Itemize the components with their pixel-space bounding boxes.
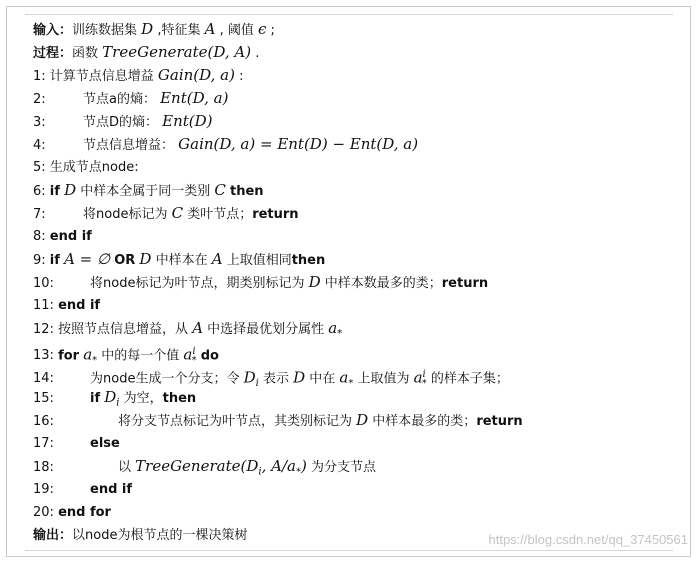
step-7: 7: 将node标记为 C 类叶节点；return [33, 204, 299, 222]
step-11: 11: end if [33, 298, 101, 313]
step-9: 9: if A = ∅ OR D 中样本在 A 上取值相同then [33, 250, 326, 268]
step-12: 12: 按照节点信息增益，从 A 中选择最优划分属性 $a_*$ [33, 319, 343, 340]
bottom-rule [25, 550, 673, 551]
step-8: 8: end if [33, 229, 92, 244]
watermark: https://blog.csdn.net/qq_37450561 [488, 532, 688, 547]
step-5: 5: 生成节点node: [33, 160, 139, 175]
step-1: 1: 计算节点信息增益 Gain(D, a) : [33, 66, 244, 84]
step-6: 6: if D 中样本全属于同一类别 C then [33, 181, 264, 199]
process-line: 过程：函数 TreeGenerate(D, A) . [33, 43, 260, 61]
step-14: 14: 为node生成一个分支；令 $D_i$ 表示 D 中在 $a_*$ 上取值为 $a^i_*$ 的样本子集； [33, 368, 509, 389]
step-18: 18: 以 $TreeGenerate(D_i$, $A/a_*$) 为分支节点 [33, 457, 376, 478]
step-4: 4: 节点信息增益： Gain(D, a) = Ent(D) − Ent(D, a) [33, 135, 419, 153]
step-15: 15: if $D_i$ 为空，then [33, 388, 197, 409]
input-line: 输入：训练数据集 D ,特征集 A , 阈值 ϵ ; [33, 20, 275, 38]
step-13: 13: for $a_*$ 中的每一个值 $a^i_*$ do [33, 345, 219, 366]
step-2: 2: 节点a的熵： Ent(D, a) [33, 89, 229, 107]
step-3: 3: 节点D的熵： Ent(D) [33, 112, 213, 130]
step-19: 19: end if [33, 482, 133, 497]
step-20: 20: end for [33, 505, 111, 520]
step-10: 10: 将node标记为叶节点，期类别标记为 D 中样本数最多的类；return [33, 273, 489, 291]
output-line: 输出：以node为根节点的一棵决策树 [33, 528, 248, 543]
top-rule [25, 14, 673, 15]
step-17: 17: else [33, 436, 120, 451]
step-16: 16: 将分支节点标记为叶节点，其类别标记为 D 中样本最多的类；return [33, 411, 523, 429]
